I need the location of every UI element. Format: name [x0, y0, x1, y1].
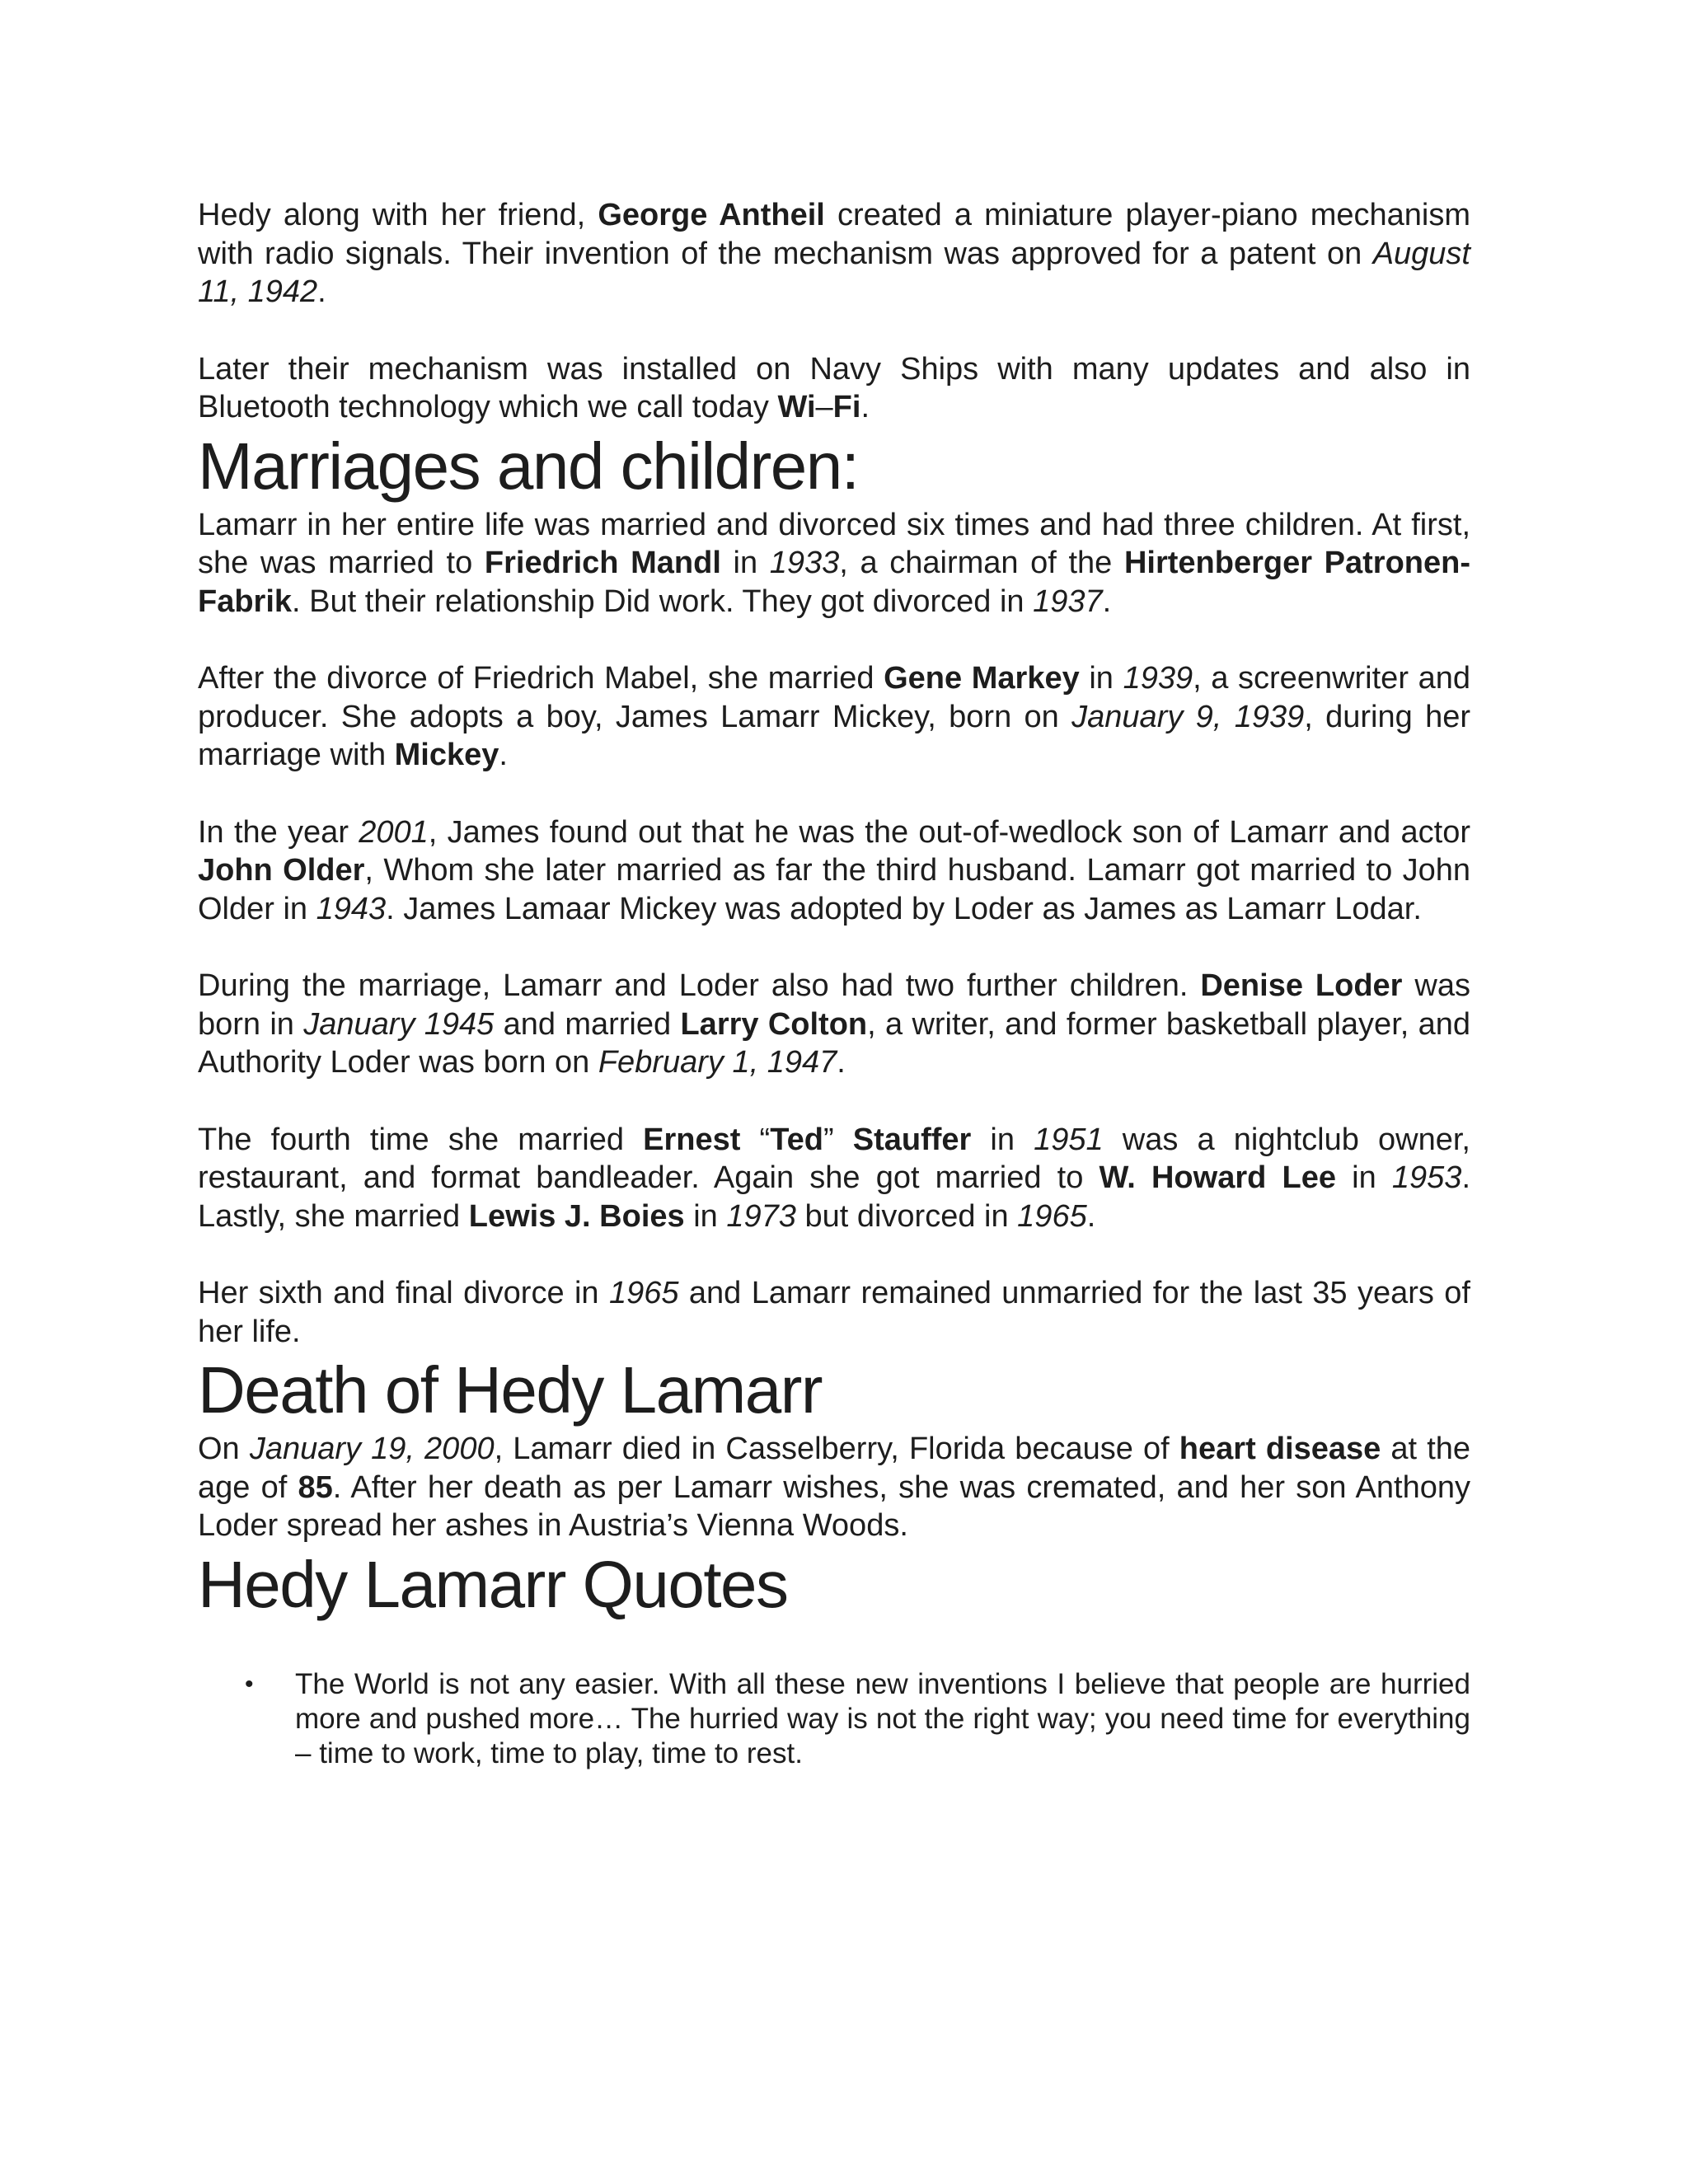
text-run: Later their mechanism was installed on Navy Ships with many updates and also in Bluetooth technology which we call today: [198, 351, 1470, 424]
name-gene-markey: Gene Markey: [884, 661, 1080, 696]
year: 1933: [769, 546, 840, 580]
name-hirtenberger: Hirtenberger Patronen-Fabrik: [198, 546, 1470, 619]
text-run: .: [499, 738, 508, 772]
name-ernest: Ernest: [643, 1122, 741, 1157]
name-larry-colton: Larry Colton: [680, 1006, 868, 1042]
name-george-antheil: George Antheil: [598, 198, 825, 232]
text-run: , a writer, and former basketball player, and Authority Loder was born on: [198, 1006, 1471, 1080]
text-run: –: [815, 390, 833, 424]
name-lewis-j-boies: Lewis J. Boies: [468, 1198, 685, 1234]
text-run: . James Lamaar Mickey was adopted by Loder as James as Lamarr Lodar.: [386, 891, 1422, 926]
text-run: in: [971, 1122, 1034, 1157]
text-run: in: [720, 546, 770, 580]
text-run: .: [1086, 1198, 1096, 1234]
paragraph-final-divorce: [198, 1274, 1470, 1351]
text-run: “: [740, 1122, 771, 1157]
text-run: was born in: [198, 968, 1470, 1042]
text-run: and Lamarr remained unmarried for the last 35 years of her life.: [198, 1276, 1470, 1349]
name-ted: Ted: [770, 1122, 823, 1157]
name-denise-loder: Denise Loder: [1200, 968, 1403, 1003]
text-run: , James found out that he was the out-of-wedlock son of Lamarr and actor: [428, 814, 1470, 850]
text-run: In the year: [198, 814, 359, 850]
date: January 9, 1939: [1071, 699, 1305, 734]
year: 1965: [1017, 1198, 1087, 1234]
age-value: 85: [298, 1469, 333, 1505]
name-mickey: Mickey: [394, 738, 499, 772]
name-w-howard-lee: W. Howard Lee: [1099, 1160, 1336, 1195]
text-run: but divorced in: [795, 1198, 1018, 1234]
name-stauffer: Stauffer: [852, 1122, 972, 1157]
year: 1951: [1034, 1122, 1104, 1157]
heading-quotes: Hedy Lamarr Quotes: [198, 1547, 788, 1621]
text-run: and married: [494, 1006, 681, 1042]
document-page: [198, 196, 1470, 1771]
text-run: The fourth time she married: [198, 1122, 644, 1157]
name-john-older: John Older: [198, 853, 365, 888]
text-run: , during her marriage with: [198, 699, 1471, 772]
quote-text: The World is not any easier. With all these new inventions I believe that people are hurried more and pushed more… The hurried way is not the right way; you need time for everything – time to work, time to play, time to rest.: [295, 1667, 1470, 1769]
text-run: .: [860, 390, 870, 424]
bullet-icon: •: [245, 1670, 254, 1698]
text-run: .: [837, 1045, 846, 1080]
text-run: .: [317, 274, 326, 309]
text-run: Hedy along with her friend,: [198, 198, 598, 232]
paragraph-death: [198, 1430, 1470, 1545]
paragraph-invention: [198, 196, 1470, 312]
date: January 19, 2000: [249, 1432, 495, 1466]
text-run: , a chairman of the: [839, 546, 1124, 580]
name-friedrich-mandl: Friedrich Mandl: [484, 546, 721, 580]
text-run: , Lamarr died in Casselberry, Florida because of: [494, 1432, 1179, 1466]
paragraph-second-marriage: [198, 659, 1470, 775]
text-run: Lamarr in her entire life was married and divorced six times and had three children. At first, she was married to: [198, 507, 1470, 580]
text-run: Her sixth and final divorce in: [198, 1276, 609, 1310]
year: 1943: [316, 891, 387, 926]
text-run: , a screenwriter and producer. She adopts a boy, James Lamarr Mickey, born on: [198, 661, 1470, 734]
text-run: in: [684, 1198, 727, 1234]
year: 1965: [608, 1276, 679, 1310]
term-heart-disease: heart disease: [1179, 1432, 1381, 1466]
quote-item: [198, 1667, 1470, 1771]
heading-death: Death of Hedy Lamarr: [198, 1353, 823, 1427]
term-fi: Fi: [832, 390, 861, 424]
year: 1939: [1123, 661, 1193, 696]
text-run: was a nightclub owner, restaurant, and format bandleader. Again she got married to: [198, 1122, 1470, 1195]
year: 1937: [1033, 583, 1103, 619]
text-run: created a miniature player-piano mechanism with radio signals. Their invention of the mechanism was approved for a patent on: [198, 198, 1470, 271]
year: 1953: [1391, 1160, 1462, 1195]
quotes-list: [198, 1667, 1470, 1771]
paragraph-wifi: [198, 350, 1470, 427]
year: 1973: [726, 1198, 796, 1234]
text-run: On: [198, 1432, 250, 1466]
text-run: ”: [823, 1122, 853, 1157]
text-run: .: [1102, 583, 1112, 619]
text-run: . Lastly, she married: [198, 1160, 1470, 1234]
year: 2001: [359, 814, 429, 850]
paragraph-james: [198, 813, 1470, 929]
text-run: , Whom she later married as far the third husband. Lamarr got married to John Older in: [198, 853, 1471, 926]
text-run: in: [1079, 661, 1123, 696]
paragraph-first-marriage: [198, 506, 1470, 621]
text-run: After the divorce of Friedrich Mabel, she married: [198, 661, 884, 696]
date: January 1945: [303, 1006, 495, 1042]
text-run: . But their relationship Did work. They got divorced in: [292, 583, 1034, 619]
text-run: During the marriage, Lamarr and Loder also had two further children.: [198, 968, 1201, 1003]
date-patent: August 11, 1942: [198, 236, 1470, 309]
paragraph-children: [198, 967, 1470, 1082]
term-wi: Wi: [777, 390, 816, 424]
date: February 1, 1947: [598, 1045, 837, 1080]
text-run: in: [1335, 1160, 1392, 1195]
text-run: at the age of: [198, 1432, 1471, 1505]
text-run: . After her death as per Lamarr wishes, she was cremated, and her son Anthony Loder spread her ashes in Austria’s Vienna Woods.: [198, 1469, 1470, 1543]
paragraph-later-marriages: [198, 1121, 1470, 1236]
heading-marriages-and-children: Marriages and children:: [198, 429, 859, 503]
